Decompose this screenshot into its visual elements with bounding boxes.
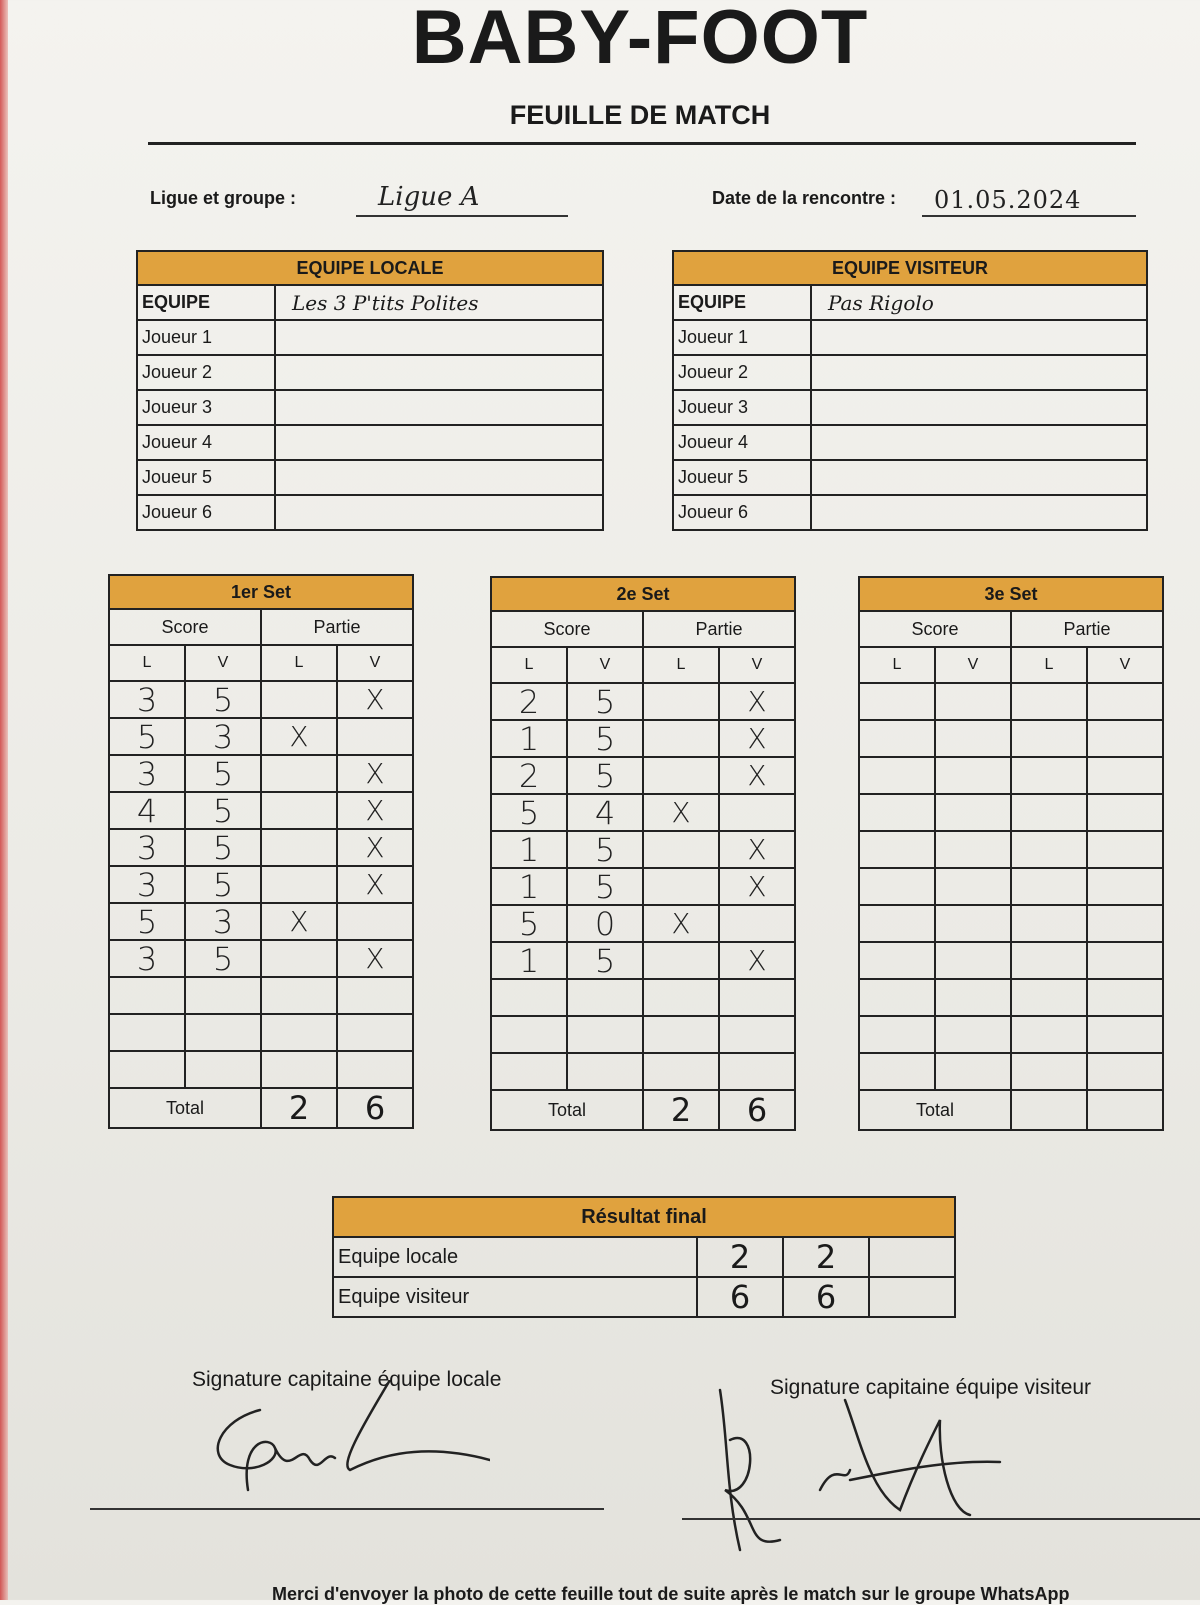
score-cell[interactable] xyxy=(109,1014,185,1051)
home-player-field[interactable] xyxy=(275,425,603,460)
score-cell[interactable]: 5 xyxy=(185,940,261,977)
partie-cell[interactable]: X xyxy=(337,940,413,977)
score-cell[interactable] xyxy=(935,1016,1011,1053)
score-cell[interactable] xyxy=(935,831,1011,868)
final-away-value: 6 xyxy=(697,1277,783,1317)
set-row xyxy=(109,1051,413,1088)
total-l: 2 xyxy=(643,1090,719,1130)
partie-header: Partie xyxy=(261,609,413,645)
set-row xyxy=(109,1014,413,1051)
score-cell[interactable]: 5 xyxy=(491,905,567,942)
partie-cell[interactable] xyxy=(337,903,413,940)
partie-cell[interactable]: X xyxy=(261,903,337,940)
partie-cell[interactable] xyxy=(1087,905,1163,942)
away-player-field[interactable] xyxy=(811,355,1147,390)
score-cell[interactable] xyxy=(935,868,1011,905)
column-header: L xyxy=(859,647,935,683)
partie-cell[interactable] xyxy=(337,1014,413,1051)
away-player-label: Joueur 3 xyxy=(673,390,811,425)
home-signature-scribble xyxy=(200,1380,490,1510)
away-player-field[interactable] xyxy=(811,390,1147,425)
away-player-label: Joueur 5 xyxy=(673,460,811,495)
partie-cell[interactable] xyxy=(261,1051,337,1088)
set-row xyxy=(491,979,795,1016)
final-away-value: 6 xyxy=(783,1277,869,1317)
partie-header: Partie xyxy=(643,611,795,647)
set-row xyxy=(109,681,413,718)
partie-cell[interactable] xyxy=(1011,757,1087,794)
total-l xyxy=(1011,1090,1087,1130)
set-row xyxy=(491,683,795,720)
partie-cell[interactable] xyxy=(261,977,337,1014)
set-row xyxy=(491,757,795,794)
partie-cell[interactable]: X xyxy=(719,720,795,757)
partie-cell[interactable]: X xyxy=(719,868,795,905)
set-row xyxy=(491,868,795,905)
total-label: Total xyxy=(491,1090,643,1130)
score-cell[interactable]: 0 xyxy=(567,905,643,942)
date-value: 01.05.2024 xyxy=(934,186,1082,214)
final-away-value xyxy=(869,1277,955,1317)
score-cell[interactable] xyxy=(935,905,1011,942)
score-header: Score xyxy=(491,611,643,647)
partie-cell[interactable] xyxy=(1011,794,1087,831)
final-result-table xyxy=(332,1196,956,1318)
away-signature-scribble xyxy=(700,1380,1020,1560)
score-cell[interactable]: 5 xyxy=(185,829,261,866)
score-cell[interactable]: 4 xyxy=(567,794,643,831)
score-cell[interactable]: 5 xyxy=(109,903,185,940)
away-player-label: Joueur 4 xyxy=(673,425,811,460)
partie-cell[interactable] xyxy=(643,868,719,905)
away-player-field[interactable] xyxy=(811,495,1147,530)
home-team-name: Les 3 P'tits Polites xyxy=(275,285,603,320)
score-cell[interactable]: 1 xyxy=(491,720,567,757)
partie-cell[interactable] xyxy=(261,792,337,829)
total-v xyxy=(1087,1090,1163,1130)
score-cell[interactable] xyxy=(491,979,567,1016)
score-cell[interactable]: 5 xyxy=(185,681,261,718)
score-cell[interactable] xyxy=(859,942,935,979)
partie-cell[interactable] xyxy=(1087,831,1163,868)
partie-cell[interactable] xyxy=(1087,942,1163,979)
total-label: Total xyxy=(859,1090,1011,1130)
set-row xyxy=(491,794,795,831)
partie-cell[interactable] xyxy=(643,683,719,720)
column-header: V xyxy=(567,647,643,683)
partie-cell[interactable] xyxy=(261,940,337,977)
column-header: V xyxy=(719,647,795,683)
score-cell[interactable]: 5 xyxy=(567,942,643,979)
partie-cell[interactable] xyxy=(1087,794,1163,831)
score-cell[interactable] xyxy=(567,1016,643,1053)
score-cell[interactable] xyxy=(567,1053,643,1090)
total-v: 6 xyxy=(719,1090,795,1130)
partie-cell[interactable] xyxy=(719,1016,795,1053)
away-player-field[interactable] xyxy=(811,460,1147,495)
away-team-table xyxy=(672,250,1148,531)
score-cell[interactable] xyxy=(935,942,1011,979)
score-cell[interactable]: 3 xyxy=(185,903,261,940)
column-header: V xyxy=(337,645,413,681)
score-cell[interactable]: 5 xyxy=(185,792,261,829)
score-cell[interactable] xyxy=(185,1014,261,1051)
partie-cell[interactable] xyxy=(337,977,413,1014)
home-player-field[interactable] xyxy=(275,320,603,355)
set-row xyxy=(491,1016,795,1053)
score-cell[interactable] xyxy=(935,683,1011,720)
set-row xyxy=(859,831,1163,868)
away-signature-line xyxy=(682,1518,1200,1520)
final-result-title: Résultat final xyxy=(333,1197,955,1237)
partie-cell[interactable] xyxy=(1011,942,1087,979)
score-cell[interactable]: 5 xyxy=(185,755,261,792)
column-header: V xyxy=(935,647,1011,683)
home-team-table xyxy=(136,250,604,531)
set-row xyxy=(109,977,413,1014)
score-cell[interactable]: 1 xyxy=(491,868,567,905)
score-cell[interactable]: 5 xyxy=(491,794,567,831)
score-cell[interactable] xyxy=(859,1053,935,1090)
total-v: 6 xyxy=(337,1088,413,1128)
away-player-field[interactable] xyxy=(811,425,1147,460)
partie-cell[interactable] xyxy=(1011,831,1087,868)
footer-note: Merci d'envoyer la photo de cette feuille tout de suite après le match sur le groupe WhatsApp xyxy=(272,1584,1070,1604)
final-home-value: 2 xyxy=(783,1237,869,1277)
date-underline xyxy=(922,215,1136,217)
score-cell[interactable]: 5 xyxy=(567,757,643,794)
score-cell[interactable] xyxy=(859,757,935,794)
partie-header: Partie xyxy=(1011,611,1163,647)
partie-cell[interactable] xyxy=(261,1014,337,1051)
partie-cell[interactable] xyxy=(1087,868,1163,905)
score-cell[interactable] xyxy=(935,794,1011,831)
score-cell[interactable]: 1 xyxy=(491,942,567,979)
partie-cell[interactable] xyxy=(643,1016,719,1053)
score-cell[interactable] xyxy=(491,1016,567,1053)
partie-cell[interactable] xyxy=(337,718,413,755)
away-signature-label: Signature capitaine équipe visiteur xyxy=(770,1376,1092,1399)
set-row xyxy=(859,905,1163,942)
home-equipe-label: EQUIPE xyxy=(137,285,275,320)
set-row xyxy=(859,979,1163,1016)
set-row xyxy=(491,1053,795,1090)
date-label: Date de la rencontre : xyxy=(712,188,897,208)
final-home-label: Equipe locale xyxy=(333,1237,697,1277)
set-row xyxy=(491,905,795,942)
home-player-label: Joueur 5 xyxy=(137,460,275,495)
set-row xyxy=(491,720,795,757)
partie-cell[interactable] xyxy=(1011,720,1087,757)
home-team-title: EQUIPE LOCALE xyxy=(137,251,603,285)
home-player-field[interactable] xyxy=(275,460,603,495)
score-cell[interactable] xyxy=(859,905,935,942)
set-row xyxy=(859,720,1163,757)
column-header: L xyxy=(1011,647,1087,683)
partie-cell[interactable]: X xyxy=(719,831,795,868)
set-row xyxy=(109,866,413,903)
set-row xyxy=(109,940,413,977)
column-header: L xyxy=(261,645,337,681)
partie-cell[interactable]: X xyxy=(337,681,413,718)
score-cell[interactable]: 3 xyxy=(109,866,185,903)
set-title: 2e Set xyxy=(491,577,795,611)
score-cell[interactable] xyxy=(859,979,935,1016)
score-header: Score xyxy=(859,611,1011,647)
partie-cell[interactable] xyxy=(261,681,337,718)
score-cell[interactable] xyxy=(859,831,935,868)
set-row xyxy=(859,942,1163,979)
home-player-field[interactable] xyxy=(275,495,603,530)
column-header: L xyxy=(491,647,567,683)
partie-cell[interactable] xyxy=(1011,905,1087,942)
score-cell[interactable]: 3 xyxy=(109,681,185,718)
set-row xyxy=(109,792,413,829)
page-subtitle: FEUILLE DE MATCH xyxy=(509,100,771,130)
set-title: 1er Set xyxy=(109,575,413,609)
partie-cell[interactable] xyxy=(1011,1016,1087,1053)
partie-cell[interactable] xyxy=(719,794,795,831)
home-player-label: Joueur 1 xyxy=(137,320,275,355)
partie-cell[interactable] xyxy=(261,866,337,903)
partie-cell[interactable]: X xyxy=(719,757,795,794)
score-cell[interactable] xyxy=(491,1053,567,1090)
partie-cell[interactable] xyxy=(1087,757,1163,794)
partie-cell[interactable] xyxy=(261,829,337,866)
score-cell[interactable]: 5 xyxy=(567,868,643,905)
score-cell[interactable]: 3 xyxy=(185,718,261,755)
partie-cell[interactable] xyxy=(1011,683,1087,720)
away-player-label: Joueur 2 xyxy=(673,355,811,390)
partie-cell[interactable] xyxy=(1011,1053,1087,1090)
score-cell[interactable]: 3 xyxy=(109,940,185,977)
set-row xyxy=(859,683,1163,720)
score-cell[interactable] xyxy=(185,977,261,1014)
home-player-label: Joueur 6 xyxy=(137,495,275,530)
set-row xyxy=(491,942,795,979)
score-cell[interactable] xyxy=(935,1053,1011,1090)
partie-cell[interactable] xyxy=(643,831,719,868)
partie-cell[interactable]: X xyxy=(337,829,413,866)
partie-cell[interactable] xyxy=(337,1051,413,1088)
partie-cell[interactable] xyxy=(643,979,719,1016)
partie-cell[interactable] xyxy=(1087,683,1163,720)
score-cell[interactable]: 3 xyxy=(109,829,185,866)
home-signature-label: Signature capitaine équipe locale xyxy=(192,1368,502,1391)
partie-cell[interactable]: X xyxy=(337,755,413,792)
title-divider xyxy=(148,142,1136,145)
partie-cell[interactable]: X xyxy=(643,905,719,942)
score-cell[interactable] xyxy=(859,720,935,757)
score-cell[interactable] xyxy=(935,720,1011,757)
partie-cell[interactable] xyxy=(1087,1053,1163,1090)
partie-cell[interactable] xyxy=(719,905,795,942)
score-cell[interactable]: 4 xyxy=(109,792,185,829)
partie-cell[interactable] xyxy=(1011,979,1087,1016)
score-cell[interactable]: 5 xyxy=(109,718,185,755)
home-player-label: Joueur 4 xyxy=(137,425,275,460)
score-cell[interactable] xyxy=(859,1016,935,1053)
home-player-label: Joueur 3 xyxy=(137,390,275,425)
paper-edge xyxy=(0,0,8,1600)
score-cell[interactable]: 2 xyxy=(491,757,567,794)
partie-cell[interactable] xyxy=(643,942,719,979)
score-cell[interactable]: 2 xyxy=(491,683,567,720)
column-header: V xyxy=(185,645,261,681)
set-row xyxy=(109,903,413,940)
partie-cell[interactable] xyxy=(1087,1016,1163,1053)
partie-cell[interactable]: X xyxy=(643,794,719,831)
partie-cell[interactable] xyxy=(643,1053,719,1090)
partie-cell[interactable] xyxy=(643,720,719,757)
score-cell[interactable]: 5 xyxy=(185,866,261,903)
home-signature-line xyxy=(90,1508,604,1510)
column-header: L xyxy=(643,647,719,683)
score-cell[interactable] xyxy=(109,977,185,1014)
score-header: Score xyxy=(109,609,261,645)
set-row xyxy=(859,757,1163,794)
home-player-label: Joueur 2 xyxy=(137,355,275,390)
partie-cell[interactable] xyxy=(719,979,795,1016)
away-team-name: Pas Rigolo xyxy=(811,285,1147,320)
total-l: 2 xyxy=(261,1088,337,1128)
final-home-value xyxy=(869,1237,955,1277)
score-cell[interactable]: 1 xyxy=(491,831,567,868)
score-cell[interactable] xyxy=(567,979,643,1016)
score-cell[interactable] xyxy=(859,683,935,720)
partie-cell[interactable] xyxy=(1087,979,1163,1016)
partie-cell[interactable] xyxy=(1087,720,1163,757)
partie-cell[interactable] xyxy=(1011,868,1087,905)
home-player-field[interactable] xyxy=(275,355,603,390)
score-cell[interactable] xyxy=(859,868,935,905)
column-header: V xyxy=(1087,647,1163,683)
partie-cell[interactable]: X xyxy=(337,866,413,903)
partie-cell[interactable]: X xyxy=(337,792,413,829)
away-team-title: EQUIPE VISITEUR xyxy=(673,251,1147,285)
set-row xyxy=(109,718,413,755)
set-table xyxy=(858,576,1164,1131)
score-cell[interactable]: 3 xyxy=(109,755,185,792)
final-away-label: Equipe visiteur xyxy=(333,1277,697,1317)
score-cell[interactable] xyxy=(859,794,935,831)
set-row xyxy=(859,1016,1163,1053)
total-label: Total xyxy=(109,1088,261,1128)
partie-cell[interactable]: X xyxy=(719,942,795,979)
score-cell[interactable]: 5 xyxy=(567,683,643,720)
away-player-label: Joueur 1 xyxy=(673,320,811,355)
set-row xyxy=(109,755,413,792)
league-value: Ligue A xyxy=(378,182,480,212)
away-player-field[interactable] xyxy=(811,320,1147,355)
partie-cell[interactable]: X xyxy=(261,718,337,755)
partie-cell[interactable] xyxy=(261,755,337,792)
score-cell[interactable] xyxy=(185,1051,261,1088)
set-row xyxy=(859,1053,1163,1090)
page-title: BABY-FOOT xyxy=(411,0,869,80)
away-player-label: Joueur 6 xyxy=(673,495,811,530)
score-cell[interactable] xyxy=(935,757,1011,794)
home-player-field[interactable] xyxy=(275,390,603,425)
column-header: L xyxy=(109,645,185,681)
set-row xyxy=(491,831,795,868)
set-row xyxy=(859,868,1163,905)
set-table xyxy=(490,576,796,1131)
score-cell[interactable] xyxy=(935,979,1011,1016)
set-table xyxy=(108,574,414,1129)
score-cell[interactable]: 5 xyxy=(567,720,643,757)
score-cell[interactable]: 5 xyxy=(567,831,643,868)
league-label: Ligue et groupe : xyxy=(150,188,296,208)
away-equipe-label: EQUIPE xyxy=(673,285,811,320)
partie-cell[interactable] xyxy=(719,1053,795,1090)
league-underline xyxy=(356,215,568,217)
partie-cell[interactable]: X xyxy=(719,683,795,720)
set-title: 3e Set xyxy=(859,577,1163,611)
score-cell[interactable] xyxy=(109,1051,185,1088)
final-home-value: 2 xyxy=(697,1237,783,1277)
set-row xyxy=(109,829,413,866)
set-row xyxy=(859,794,1163,831)
partie-cell[interactable] xyxy=(643,757,719,794)
